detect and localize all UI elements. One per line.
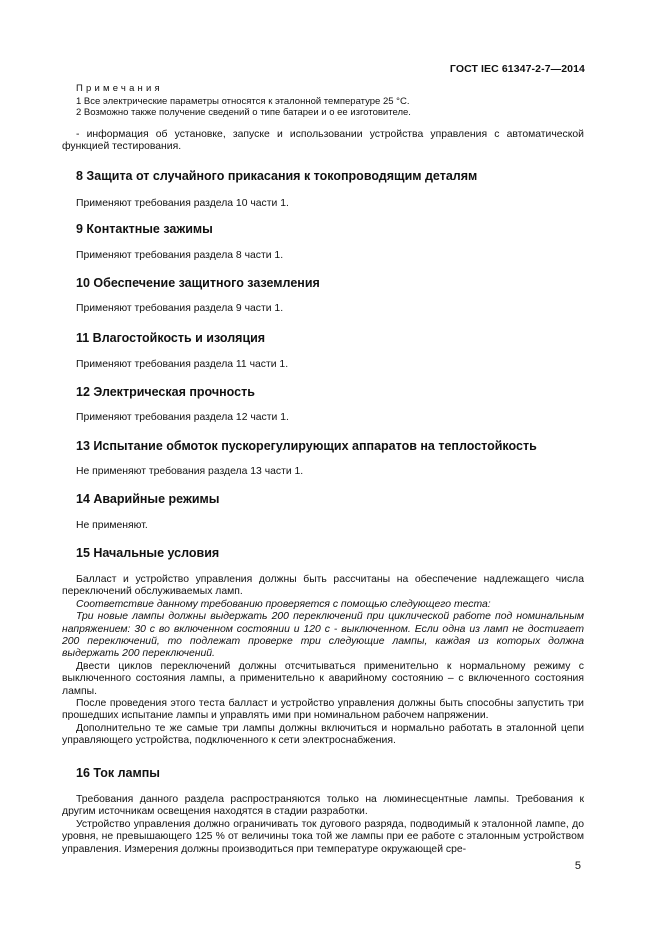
- section-11-heading: 11 Влагостойкость и изоляция: [76, 331, 266, 345]
- section-15-para-6: Дополнительно те же самые три лампы должны включиться и нормально работать в эталонной цепи управляющего устройства, подключенного к сети электроснабжения.: [62, 722, 584, 747]
- note-2: 2 Возможно также получение сведений о типе батареи и о ее изготовителе.: [76, 107, 411, 118]
- section-13-text: Не применяют требования раздела 13 части 1.: [76, 466, 304, 477]
- section-15-heading: 15 Начальные условия: [76, 546, 220, 560]
- section-15-para-3: Три новые лампы должны выдержать 200 переключений при циклической работе под номинальным напряжением: 30 с во включенном состоянии и 120 с - выключенном. Если одна из ламп не достигает 200 переключений, то подлежат проверке три следующие лампы, каждая из которых должна выдержать 200 переключений.: [62, 611, 584, 660]
- section-16-body: [62, 794, 584, 856]
- section-16-para-2: Устройство управления должно ограничивать ток дугового разряда, подводимый к эталонной лампе, до уровня, не превышающего 125 % от величины тока той же лампы при ее работе с эталонным устройством управления. Измерения должны производиться при температуре окружающей сре-: [62, 818, 584, 855]
- section-13-heading: 13 Испытание обмоток пускорегулирующих аппаратов на теплостойкость: [76, 439, 537, 453]
- section-16-para-1: Требования данного раздела распространяются только на люминесцентные лампы. Требования к другим источникам освещения находятся в стадии разработки.: [62, 794, 584, 818]
- section-15-body: [62, 574, 584, 748]
- section-12-text: Применяют требования раздела 12 части 1.: [76, 412, 289, 423]
- section-16-heading: 16 Ток лампы: [76, 766, 160, 780]
- standard-header: ГОСТ IEC 61347-2-7—2014: [449, 63, 585, 75]
- section-15-para-2: Соответствие данному требованию проверяется с помощью следующего теста:: [76, 598, 491, 610]
- section-9-text: Применяют требования раздела 8 части 1.: [76, 250, 284, 261]
- section-11-text: Применяют требования раздела 11 части 1.: [76, 359, 289, 370]
- intro-paragraph: - информация об установке, запуске и использовании устройства управления с автоматической функцией тестирования.: [62, 129, 584, 153]
- page-number: 5: [574, 860, 581, 872]
- section-15-para-4: Двести циклов переключений должны отсчитываться применительно к нормальному режиму с выключенного состояния лампы, а применительно к аварийному состоянию – с включенного состояния лампы.: [62, 660, 584, 697]
- section-14-text: Не применяют.: [76, 520, 148, 531]
- section-12-heading: 12 Электрическая прочность: [76, 385, 255, 399]
- section-15-para-1: Балласт и устройство управления должны быть рассчитаны на обеспечение надлежащего числа переключений обслуживаемых ламп.: [62, 574, 584, 598]
- note-1: 1 Все электрические параметры относятся к эталонной температуре 25 °С.: [76, 96, 410, 107]
- section-10-heading: 10 Обеспечение защитного заземления: [76, 276, 320, 290]
- notes-title: Примечания: [76, 83, 163, 94]
- section-8-text: Применяют требования раздела 10 части 1.: [76, 198, 289, 209]
- section-10-text: Применяют требования раздела 9 части 1.: [76, 303, 284, 314]
- section-8-heading: 8 Защита от случайного прикасания к токопроводящим деталям: [76, 169, 478, 183]
- section-15-para-5: После проведения этого теста балласт и устройство управления должны быть способны запустить три прошедших испытание лампы и управлять ими при номинальном рабочем напряжении.: [62, 698, 584, 722]
- section-14-heading: 14 Аварийные режимы: [76, 492, 220, 506]
- section-9-heading: 9 Контактные зажимы: [76, 222, 213, 236]
